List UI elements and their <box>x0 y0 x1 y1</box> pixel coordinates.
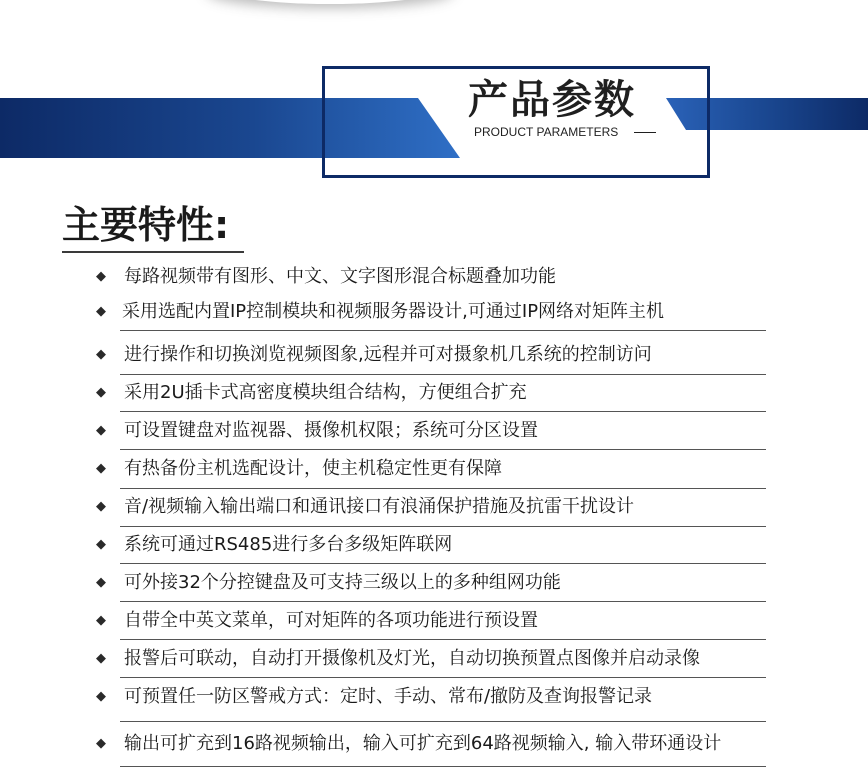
page-title: 产品参数 <box>468 77 636 123</box>
row-divider <box>120 488 766 489</box>
feature-item <box>96 729 786 759</box>
row-divider <box>120 639 766 640</box>
feature-text: 可设置键盘对监视器、摄像机权限；系统可分区设置 <box>124 420 538 441</box>
diamond-bullet-icon: ◆ <box>96 304 106 319</box>
row-divider <box>120 411 766 412</box>
diamond-bullet-icon: ◆ <box>96 385 106 400</box>
row-divider <box>120 449 766 450</box>
feature-item <box>96 682 786 712</box>
feature-text: 采用选配内置IP控制模块和视频服务器设计,可通过IP网络对矩阵主机 <box>122 301 665 322</box>
row-divider <box>120 330 766 331</box>
feature-text: 可外接32个分控键盘及可支持三级以上的多种组网功能 <box>124 572 561 593</box>
feature-item <box>96 378 786 408</box>
feature-item <box>96 454 786 484</box>
row-divider <box>120 526 766 527</box>
diamond-bullet-icon: ◆ <box>96 537 106 552</box>
diamond-bullet-icon: ◆ <box>96 736 106 751</box>
feature-item <box>96 530 786 560</box>
feature-text: 输出可扩充到16路视频输出，输入可扩充到64路视频输入, 输入带环通设计 <box>124 733 722 754</box>
feature-text: 系统可通过RS485进行多台多级矩阵联网 <box>124 534 453 555</box>
section-underline <box>62 251 244 253</box>
subtitle-dash <box>634 132 656 133</box>
feature-text: 有热备份主机选配设计，使主机稳定性更有保障 <box>124 458 502 479</box>
diamond-bullet-icon: ◆ <box>96 423 106 438</box>
diamond-bullet-icon: ◆ <box>96 689 106 704</box>
diamond-bullet-icon: ◆ <box>96 347 106 362</box>
diamond-bullet-icon: ◆ <box>96 651 106 666</box>
diamond-bullet-icon: ◆ <box>96 613 106 628</box>
feature-item <box>96 340 786 370</box>
feature-item <box>96 644 786 674</box>
row-divider <box>120 766 766 767</box>
feature-item <box>96 568 786 598</box>
row-divider <box>120 721 766 722</box>
row-divider <box>120 601 766 602</box>
feature-item <box>96 492 786 522</box>
feature-item <box>96 416 786 446</box>
diamond-bullet-icon: ◆ <box>96 499 106 514</box>
row-divider <box>120 563 766 564</box>
feature-item <box>96 606 786 636</box>
feature-text: 每路视频带有图形、中文、文字图形混合标题叠加功能 <box>124 266 556 287</box>
feature-text: 音/视频输入输出端口和通讯接口有浪涌保护措施及抗雷干扰设计 <box>124 496 635 517</box>
diamond-bullet-icon: ◆ <box>96 461 106 476</box>
feature-text: 采用2U插卡式高密度模块组合结构，方便组合扩充 <box>124 382 527 403</box>
feature-item <box>96 297 786 327</box>
feature-text: 自带全中英文菜单，可对矩阵的各项功能进行预设置 <box>124 610 538 631</box>
feature-text: 可预置任一防区警戒方式：定时、手动、常布/撤防及查询报警记录 <box>124 686 653 707</box>
feature-item <box>96 262 786 292</box>
diamond-bullet-icon: ◆ <box>96 269 106 284</box>
page-subtitle: PRODUCT PARAMETERS <box>474 125 619 139</box>
row-divider <box>120 677 766 678</box>
feature-text: 报警后可联动，自动打开摄像机及灯光，自动切换预置点图像并启动录像 <box>124 648 700 669</box>
diamond-bullet-icon: ◆ <box>96 575 106 590</box>
feature-text: 进行操作和切换浏览视频图象,远程并可对摄象机几系统的控制访问 <box>124 344 652 365</box>
section-title: 主要特性: <box>62 203 230 247</box>
row-divider <box>120 374 766 375</box>
